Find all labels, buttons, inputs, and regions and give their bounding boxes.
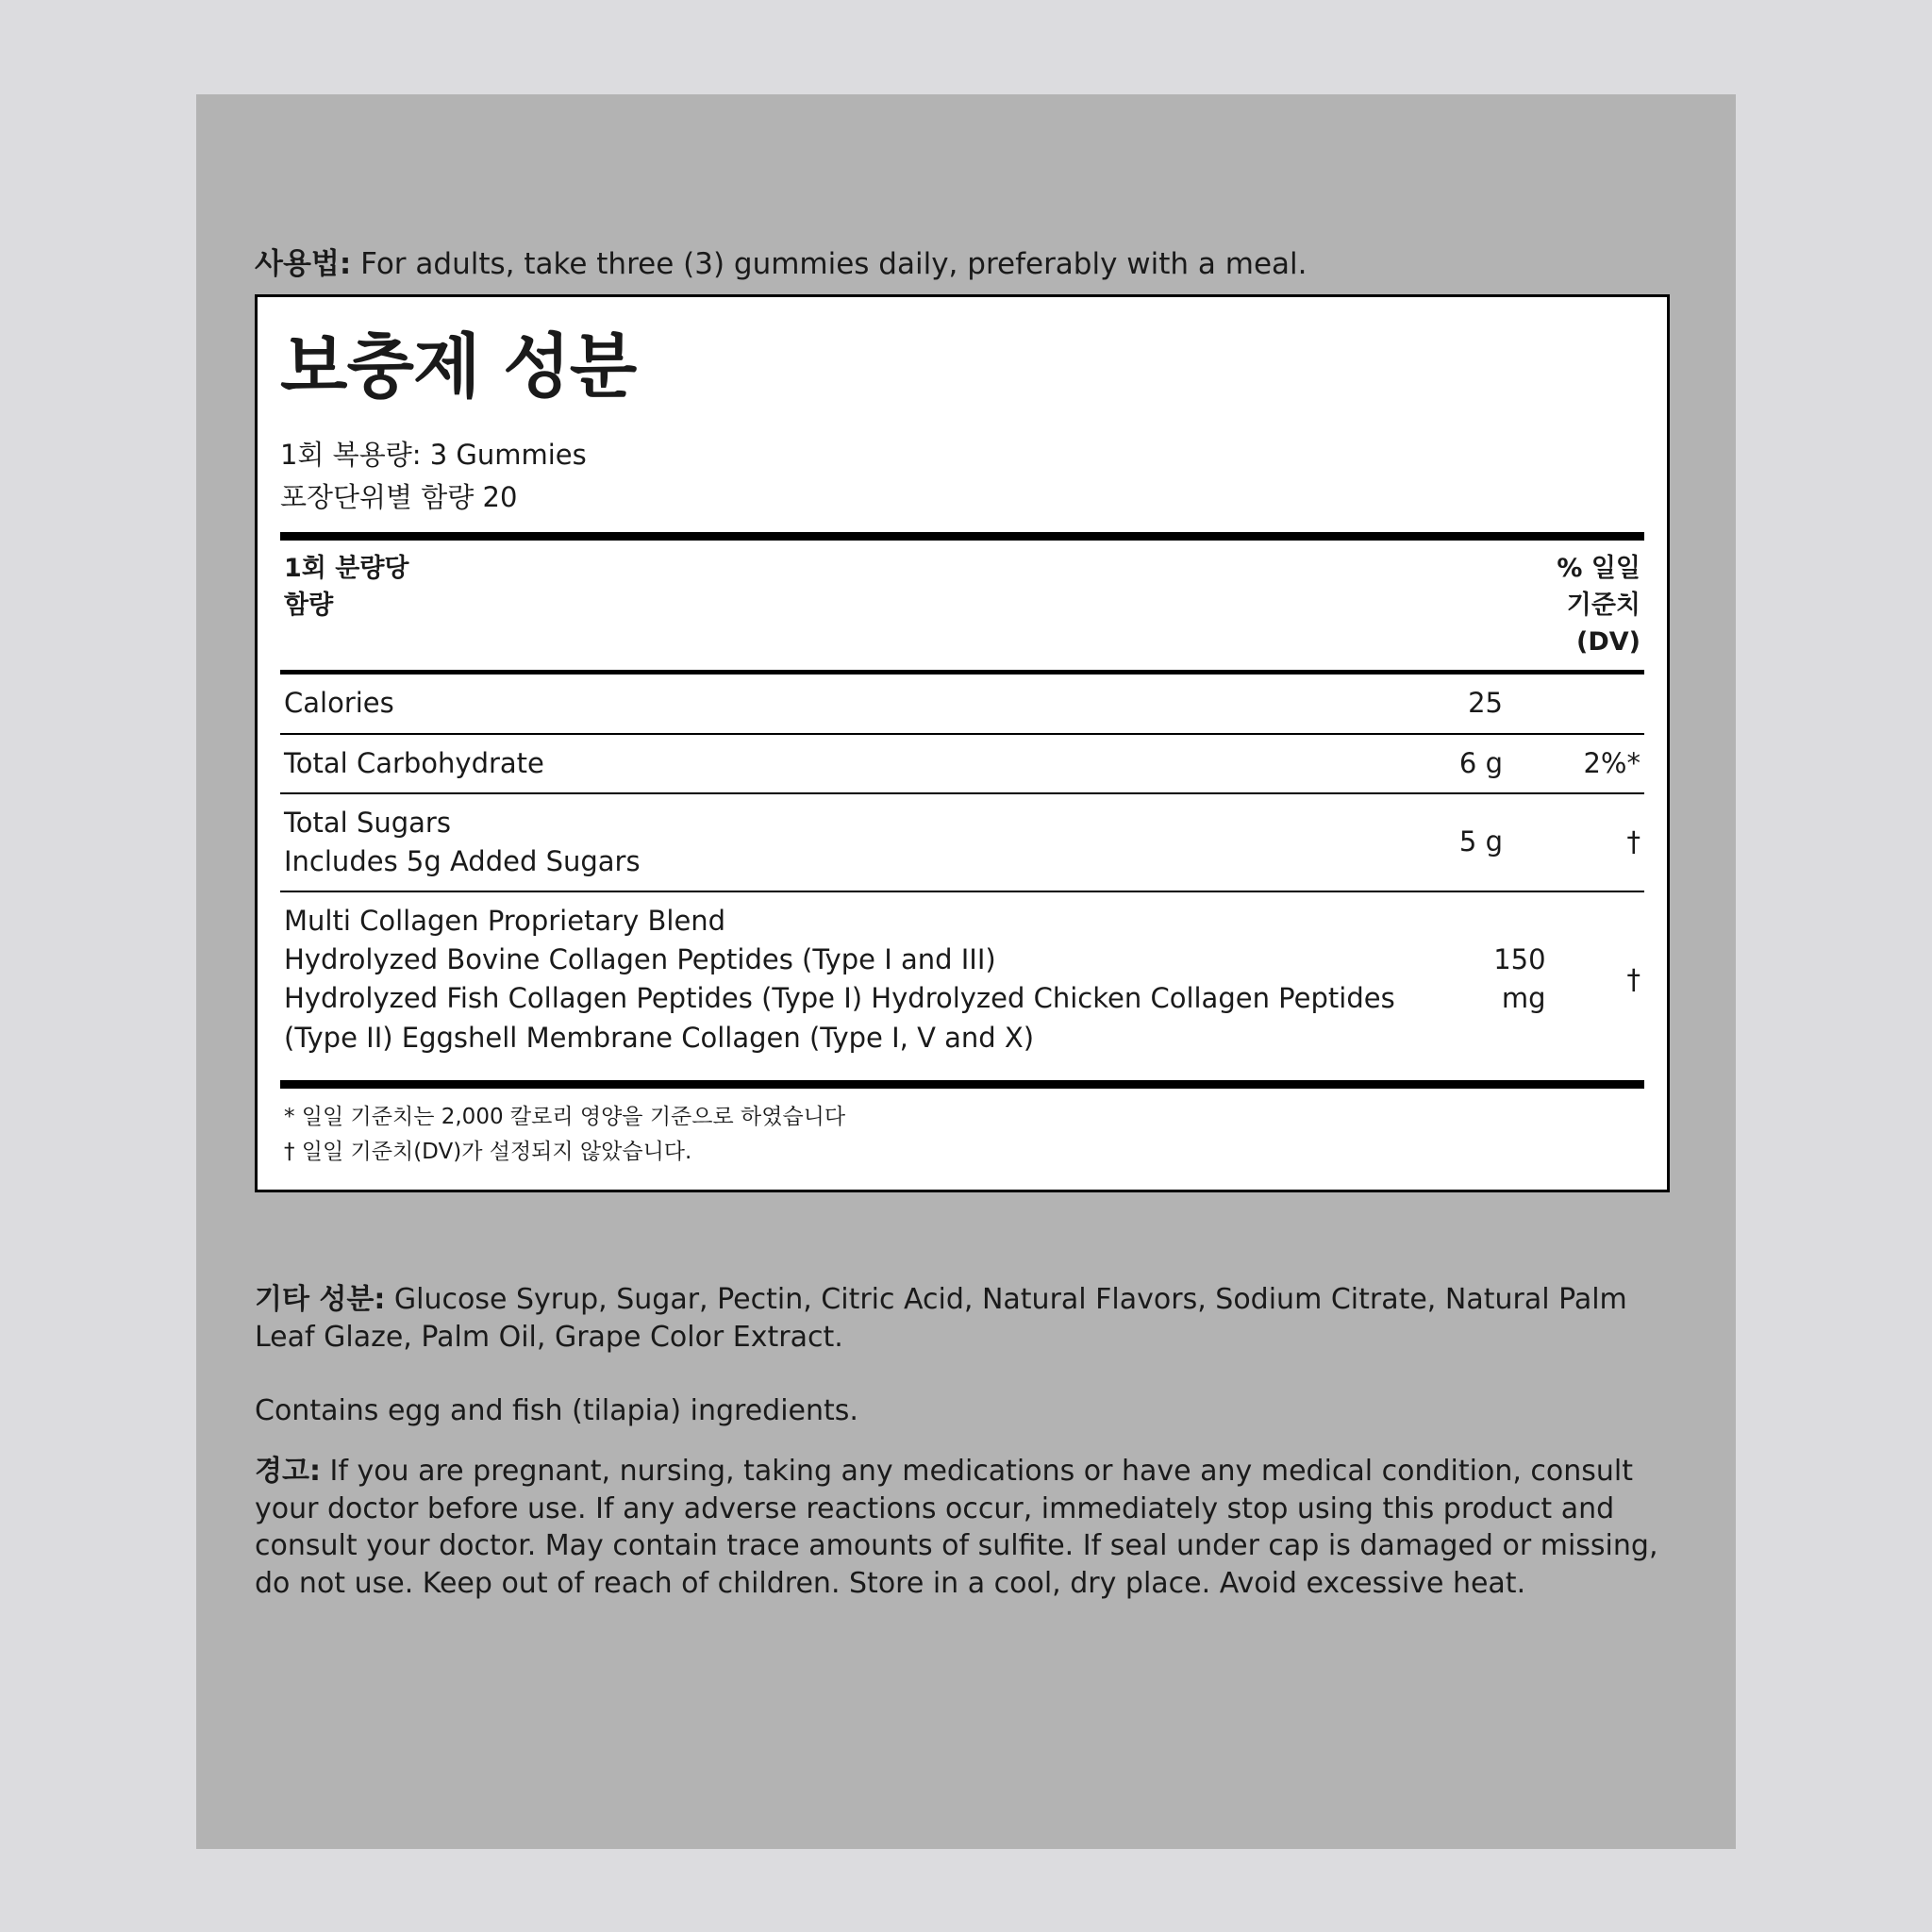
nutrient-daily-value: † <box>1626 962 1641 995</box>
amount-per-serving-line2: 함량 <box>284 591 334 621</box>
footnote-asterisk: * 일일 기준치는 2,000 칼로리 영양을 기준으로 하였습니다 <box>284 1104 846 1129</box>
serving-size: 1회 복용량: 3 Gummies <box>280 439 587 472</box>
other-ingredients-label: 기타 성분: <box>255 1283 386 1316</box>
nutrient-name-line: Multi Collagen Proprietary Blend <box>284 905 726 938</box>
nutrient-name-line: Total Sugars <box>284 806 451 839</box>
directions-text: For adults, take three (3) gummies daily, preferably with a meal. <box>351 247 1307 281</box>
table-row <box>280 675 1644 732</box>
amount-per-serving-line1: 1회 분량당 <box>284 553 409 583</box>
table-row <box>280 892 1644 1067</box>
other-ingredients <box>255 1281 1670 1356</box>
nutrient-amount: 5 g <box>1458 825 1503 858</box>
directions-statement <box>255 245 1670 285</box>
directions-label: 사용법: <box>255 247 352 281</box>
footnotes <box>280 1089 1644 1174</box>
nutrient-amount: 25 <box>1468 687 1503 720</box>
amount-per-serving-header <box>284 550 409 624</box>
supplement-facts-title: 보충제 성분 <box>280 326 637 408</box>
dv-line3: (DV) <box>1576 627 1641 658</box>
daily-value-header <box>1557 550 1641 660</box>
other-ingredients-text: Glucose Syrup, Sugar, Pectin, Citric Acid, Natural Flavors, Sodium Citrate, Natural Palm Leaf Glaze, Palm Oil, Grape Color Extract. <box>255 1283 1627 1354</box>
nutrient-amount: 6 g <box>1458 746 1503 779</box>
warning-label: 경고: <box>255 1455 321 1488</box>
nutrient-rows <box>280 675 1644 1066</box>
nutrient-name-line: Calories <box>284 687 394 720</box>
nutrient-name-line: Includes 5g Added Sugars <box>284 844 641 877</box>
contains-statement: Contains egg and fish (tilapia) ingredients. <box>255 1394 858 1427</box>
table-header <box>280 541 1644 670</box>
nutrient-name-line: Total Carbohydrate <box>284 746 544 779</box>
nutrient-name-line: Hydrolyzed Bovine Collagen Peptides (Type I and III) <box>284 943 996 976</box>
nutrient-name <box>284 804 1339 881</box>
divider-thick-top <box>280 532 1644 541</box>
nutrient-name <box>284 684 1339 723</box>
nutrient-name <box>284 902 1444 1058</box>
warning-text: If you are pregnant, nursing, taking any medications or have any medical condition, consult your doctor before use. If any adverse reactions occur, immediately stop using this product and consult your doctor. May contain trace amounts of sulfite. If seal under cap is damaged or missing, do not use. Keep out of reach of children. Store in a cool, dry place. Avoid excessive heat. <box>255 1455 1658 1600</box>
table-row <box>280 794 1644 891</box>
servings-per-container: 포장단위별 함량 20 <box>280 481 518 514</box>
nutrient-name <box>284 744 1339 783</box>
dv-line1: % 일일 <box>1557 553 1641 583</box>
dv-line2: 기준치 <box>1566 591 1641 621</box>
warning-statement <box>255 1453 1670 1602</box>
nutrient-name-line: Hydrolyzed Fish Collagen Peptides (Type I) Hydrolyzed Chicken Collagen Peptides (Type II) Eggshell Membrane Collagen (Type I, V and X) <box>284 982 1395 1054</box>
label-card <box>196 94 1736 1849</box>
nutrient-daily-value: 2%* <box>1583 746 1641 779</box>
footnote-dagger: † 일일 기준치(DV)가 설정되지 않았습니다. <box>284 1139 692 1164</box>
table-row <box>280 735 1644 792</box>
supplement-facts-box <box>255 294 1670 1192</box>
nutrient-amount: 150 mg <box>1493 943 1546 1015</box>
nutrient-daily-value: † <box>1626 825 1641 858</box>
divider-thick-bottom <box>280 1080 1644 1089</box>
